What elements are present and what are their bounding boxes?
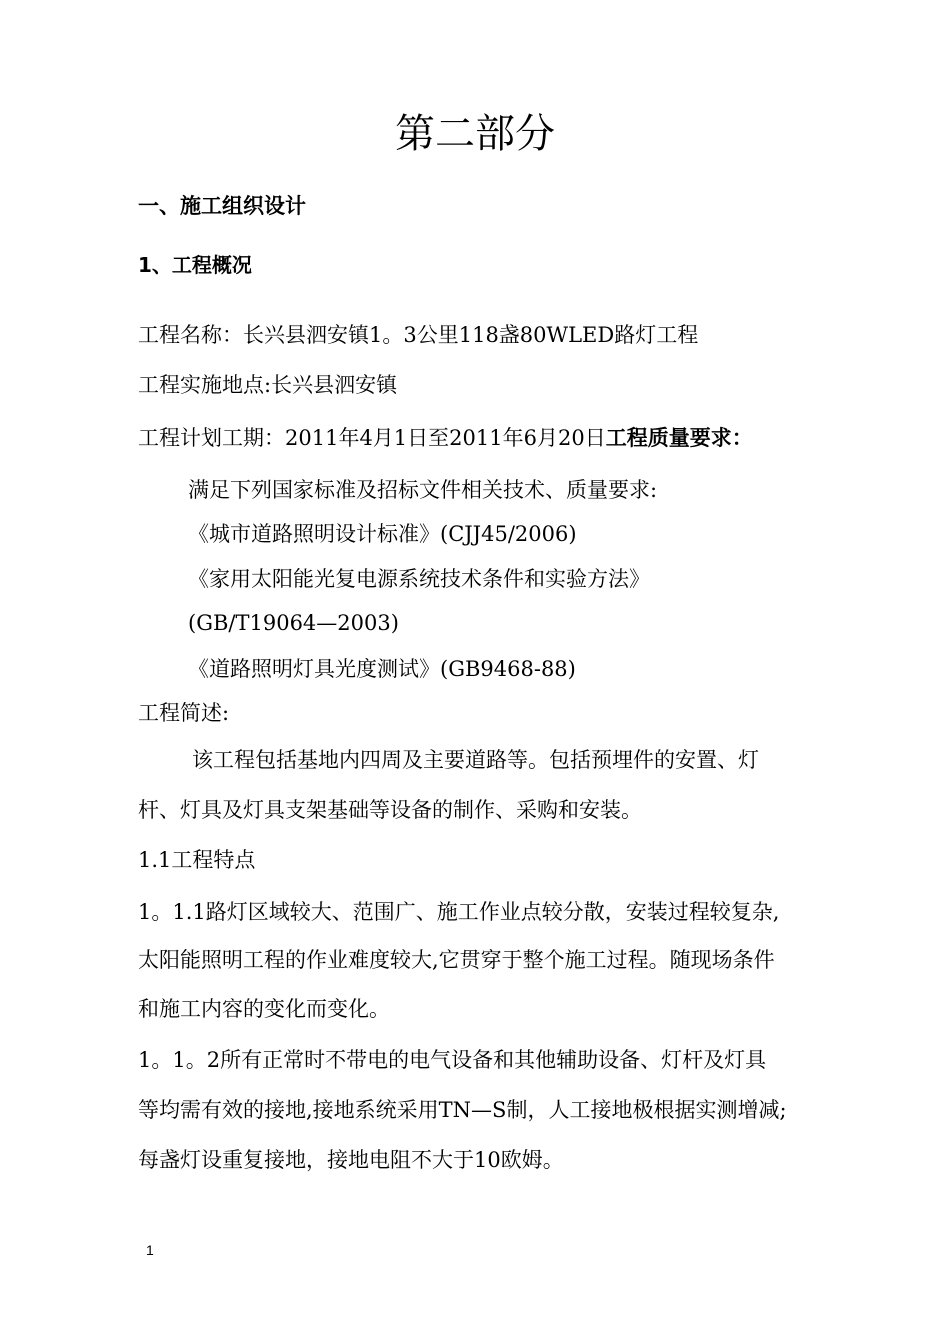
schedule-text: 工程计划工期：2011年4月1日至2011年6月20日 bbox=[138, 426, 606, 450]
standard-item: 《家用太阳能光复电源系统技术条件和实验方法》 bbox=[188, 567, 650, 591]
quality-label: 工程质量要求： bbox=[605, 426, 753, 450]
feature-paragraph-line: 每盏灯设重复接地，接地电阻不大于10欧姆。 bbox=[138, 1148, 564, 1172]
standard-item: 《道路照明灯具光度测试》(GB9468-88) bbox=[188, 657, 576, 681]
project-location: 工程实施地点:长兴县泗安镇 bbox=[138, 373, 398, 397]
feature-paragraph-line: 等均需有效的接地,接地系统采用TN—S制，人工接地极根据实测增减; bbox=[138, 1098, 787, 1122]
overview-paragraph-line: 杆、灯具及灯具支架基础等设备的制作、采购和安装。 bbox=[138, 798, 642, 822]
section-heading: 一、施工组织设计 bbox=[138, 194, 306, 218]
feature-paragraph-line: 太阳能照明工程的作业难度较大,它贯穿于整个施工过程。随现场条件 bbox=[138, 948, 775, 972]
page-title: 第二部分 bbox=[395, 111, 555, 157]
standard-code: (GB/T19064—2003) bbox=[188, 611, 399, 635]
feature-paragraph-line: 1。1.1路灯区域较大、范围广、施工作业点较分散，安装过程较复杂, bbox=[138, 900, 780, 924]
feature-paragraph-line: 1。1。2所有正常时不带电的电气设备和其他辅助设备、灯杆及灯具 bbox=[138, 1048, 767, 1072]
page-number: 1 bbox=[146, 1242, 154, 1258]
project-name: 工程名称：长兴县泗安镇1。3公里118盏80WLED路灯工程 bbox=[138, 323, 699, 347]
overview-label: 工程简述: bbox=[138, 701, 230, 725]
features-heading: 1.1工程特点 bbox=[138, 848, 256, 872]
feature-paragraph-line: 和施工内容的变化而变化。 bbox=[138, 997, 390, 1021]
overview-paragraph-line: 该工程包括基地内四周及主要道路等。包括预埋件的安置、灯 bbox=[192, 748, 759, 772]
standards-intro: 满足下列国家标准及招标文件相关技术、质量要求: bbox=[188, 478, 658, 502]
subsection-heading: 1、工程概况 bbox=[138, 253, 252, 277]
standard-item: 《城市道路照明设计标准》(CJJ45/2006) bbox=[188, 522, 577, 546]
schedule-line bbox=[138, 424, 753, 452]
